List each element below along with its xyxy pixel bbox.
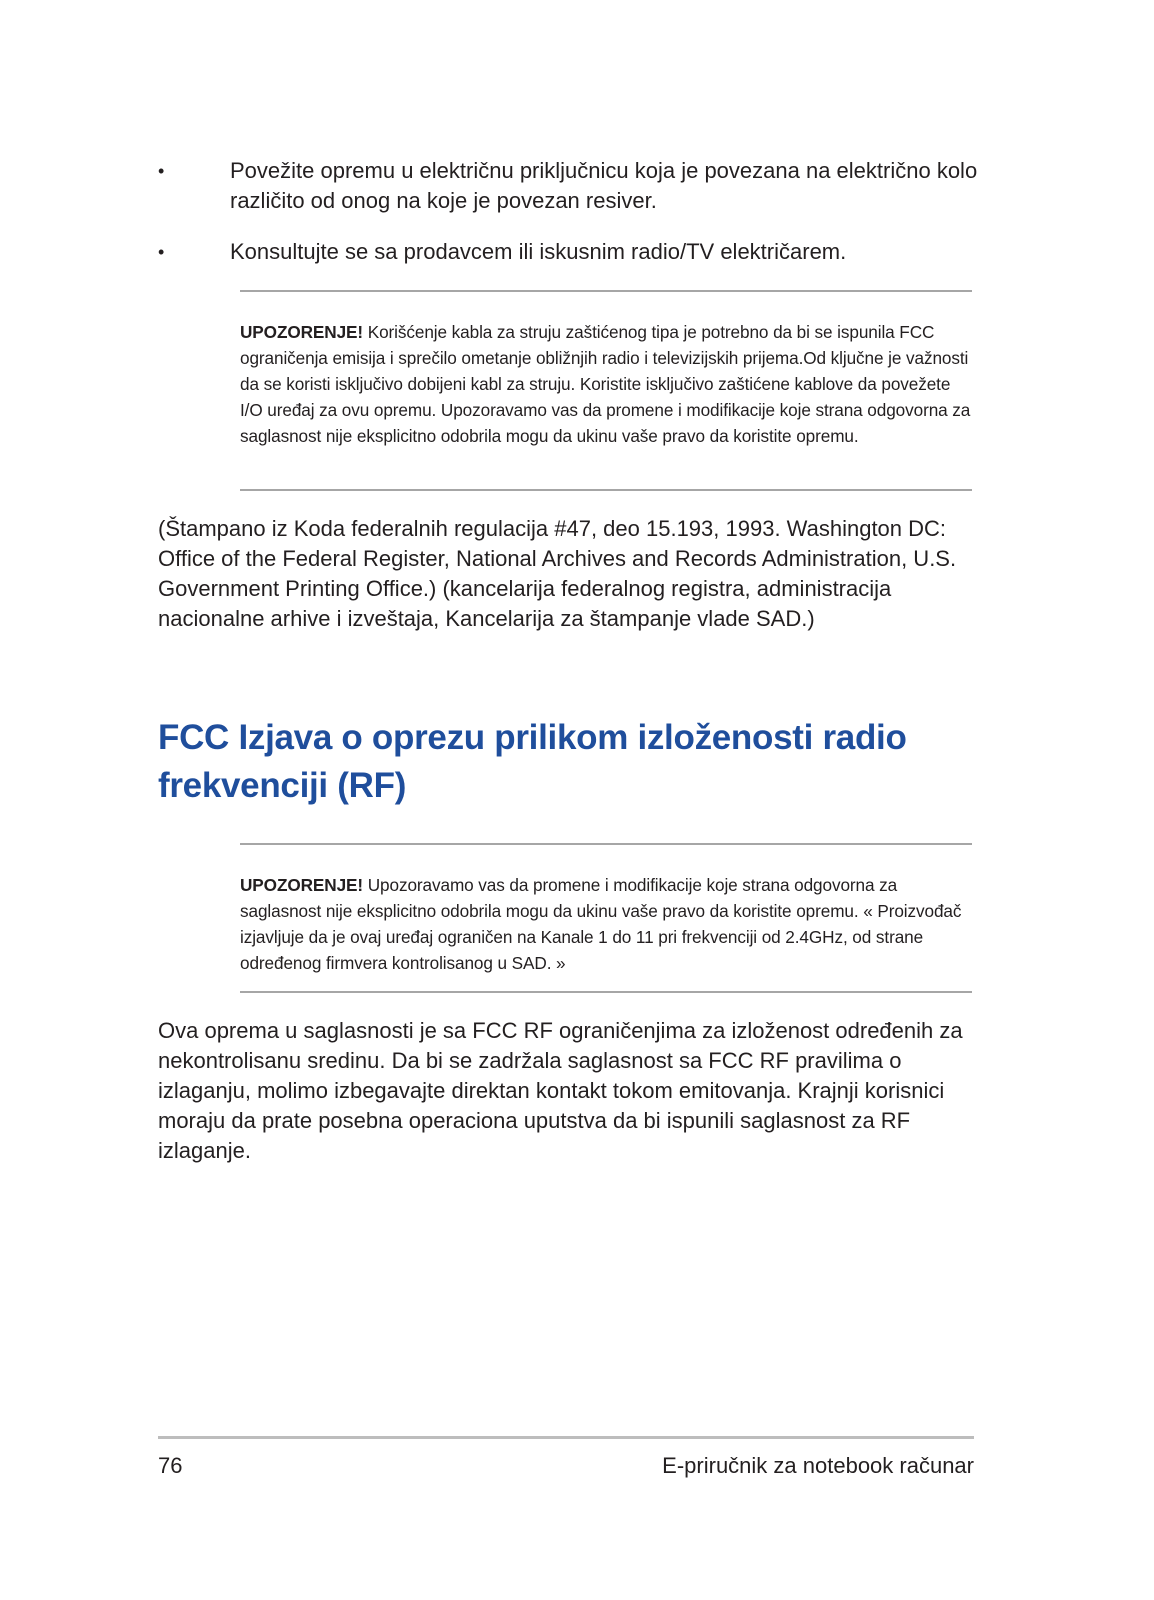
bullet-item xyxy=(158,156,978,216)
warning-body: Korišćenje kabla za struju zaštićenog tipa je potrebno da bi se ispunila FCC ograničenja emisija i sprečilo ometanje obližnjih radio i televizijskih prijema.Od ključne je važnosti da se koristi isključivo dobijeni kabl za struju. Koristite isključivo zaštićene kablove da povežete I/O uređaj za ovu opremu. Upozoravamo vas da promene i modifikacije koje strana odgovorna za saglasnost nije eksplicitno odobrila mogu da ukinu vaše pravo da koristite opremu. xyxy=(240,322,971,446)
rf-body-paragraph: Ova oprema u saglasnosti je sa FCC RF ograničenjima za izloženost određenih za nekontrolisanu sredinu. Da bi se zadržala saglasnost sa FCC RF pravilima o izlaganju, molimo izbegavajte direktan kontakt tokom emitovanja. Krajnji korisnici moraju da prate posebna operaciona uputstva da bi ispunili saglasnost za RF izlaganje. xyxy=(158,1018,963,1163)
warning-box xyxy=(240,290,972,491)
warning-text xyxy=(240,845,972,976)
citation-paragraph: (Štampano iz Koda federalnih regulacija #47, deo 15.193, 1993. Washington DC: Office of the Federal Register, National Archives and Records Administration, U.S. Government Printing Office.) (kancelarija federalnog registra, administracija nacionalne arhive i izveštaja, Kancelarija za štampanje vlade SAD.) xyxy=(158,516,957,631)
warning-text xyxy=(240,292,972,449)
warning-label: UPOZORENJE! xyxy=(240,875,364,895)
footer-title: E-priručnik za notebook računar xyxy=(662,1453,974,1478)
warning-label: UPOZORENJE! xyxy=(240,322,364,342)
section-heading: FCC Izjava o oprezu prilikom izloženosti radio frekvenciji (RF) xyxy=(158,718,907,805)
bullet-marker: • xyxy=(158,242,165,262)
bullet-marker: • xyxy=(158,161,165,181)
warning-body: Upozoravamo vas da promene i modifikacije koje strana odgovorna za saglasnost nije eksplicitno odobrila mogu da ukinu vaše pravo da koristite opremu. « Proizvođač izjavljuje da je ovaj uređaj ograničen na Kanale 1 do 11 pri frekvenciji od 2.4GHz, od strane određenog firmvera kontrolisanog u SAD. » xyxy=(240,875,962,973)
rf-warning-box xyxy=(240,843,972,993)
bullet-list xyxy=(158,156,978,288)
bullet-text: Povežite opremu u električnu priključnicu koja je povezana na električno kolo različito od onog na koje je povezan resiver. xyxy=(230,158,978,213)
bullet-item xyxy=(158,237,978,267)
page-number: 76 xyxy=(158,1453,183,1478)
footer-divider xyxy=(158,1436,974,1439)
bullet-text: Konsultujte se sa prodavcem ili iskusnim radio/TV električarem. xyxy=(230,239,847,264)
